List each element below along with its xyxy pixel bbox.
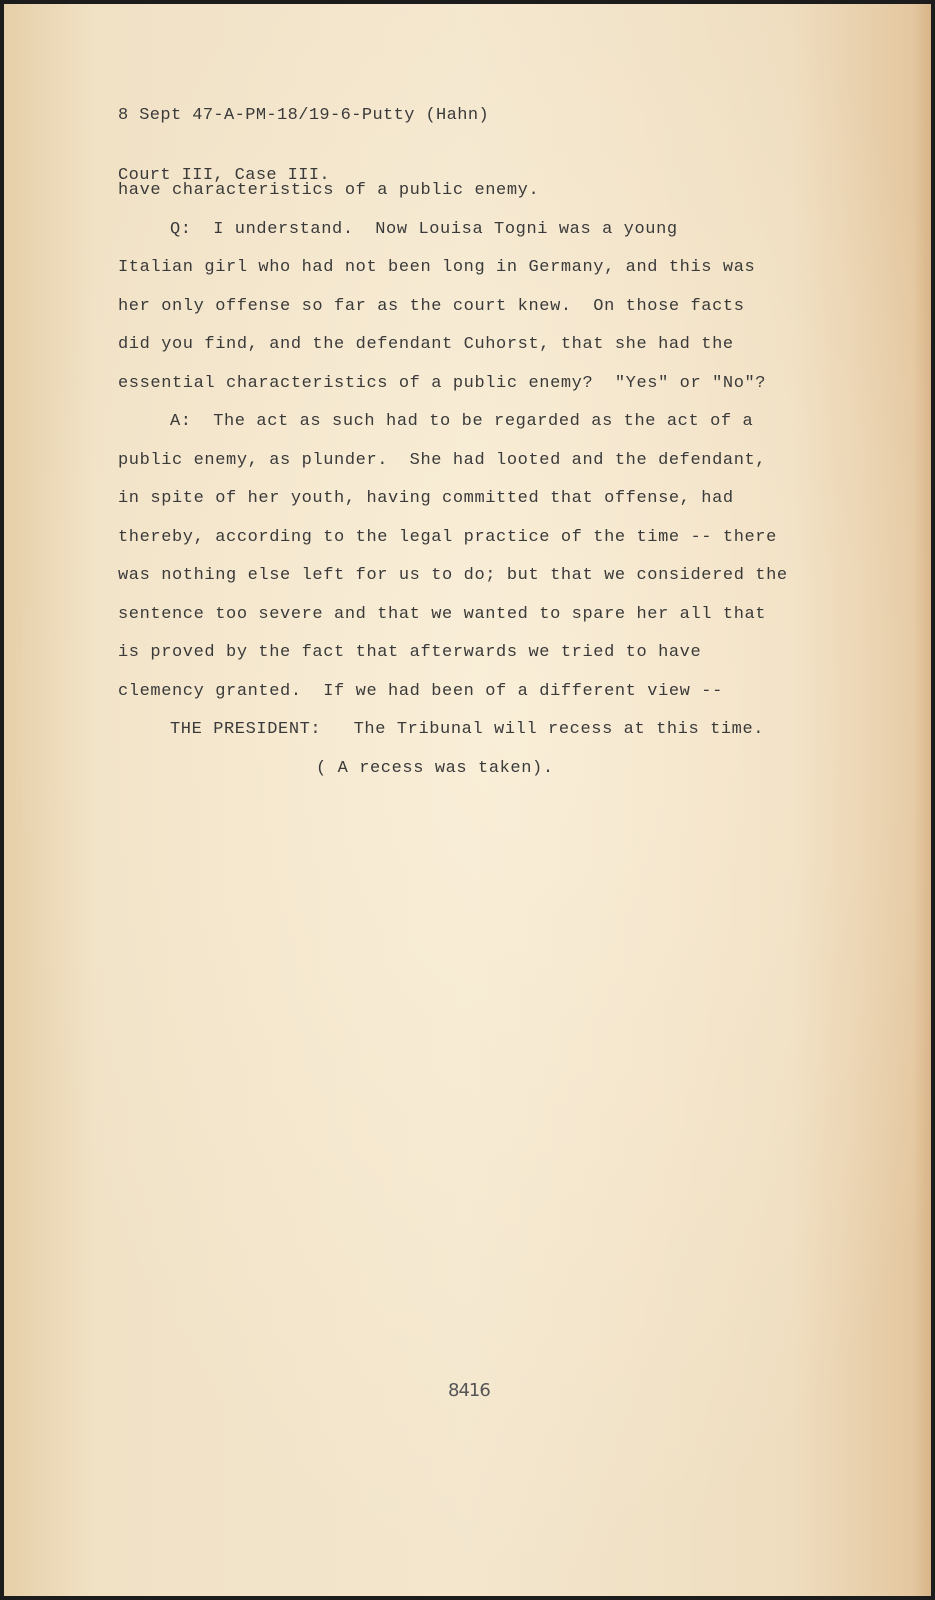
- answer-line: A: The act as such had to be regarded as the act of a: [170, 412, 754, 431]
- transcript-line: her only offense so far as the court knew. On those facts: [118, 296, 745, 316]
- transcript-line: essential characteristics of a public enemy? "Yes" or "No"?: [118, 373, 767, 393]
- question-line: Q: I understand. Now Louisa Togni was a young: [170, 219, 678, 239]
- transcript-body: [118, 172, 908, 788]
- president-line: THE PRESIDENT: The Tribunal will recess at this time.: [170, 720, 765, 739]
- transcript-line: public enemy, as plunder. She had looted and the defendant,: [118, 450, 767, 470]
- transcript-line: is proved by the fact that afterwards we tried to have: [118, 643, 702, 662]
- transcript-line: was nothing else left for us to do; but that we considered the: [118, 566, 788, 585]
- recess-note: ( A recess was taken).: [316, 758, 554, 778]
- header-line-session: 8 Sept 47-A-PM-18/19-6-Putty (Hahn): [118, 106, 490, 125]
- page-edge-shading: [913, 4, 931, 1596]
- page-number: 8416: [448, 1380, 490, 1401]
- header-line-court: Court III, Case III.: [118, 166, 331, 185]
- transcript-line: in spite of her youth, having committed that offense, had: [118, 489, 734, 508]
- transcript-line: sentence too severe and that we wanted to spare her all that: [118, 604, 767, 624]
- transcript-line: Italian girl who had not been long in Germany, and this was: [118, 258, 756, 277]
- transcript-line: thereby, according to the legal practice of the time -- there: [118, 527, 777, 547]
- transcript-line: clemency granted. If we had been of a different view --: [118, 681, 723, 701]
- transcript-line: did you find, and the defendant Cuhorst, that she had the: [118, 335, 734, 354]
- document-page: [4, 4, 931, 1596]
- transcript-line: have characteristics of a public enemy.: [118, 181, 540, 200]
